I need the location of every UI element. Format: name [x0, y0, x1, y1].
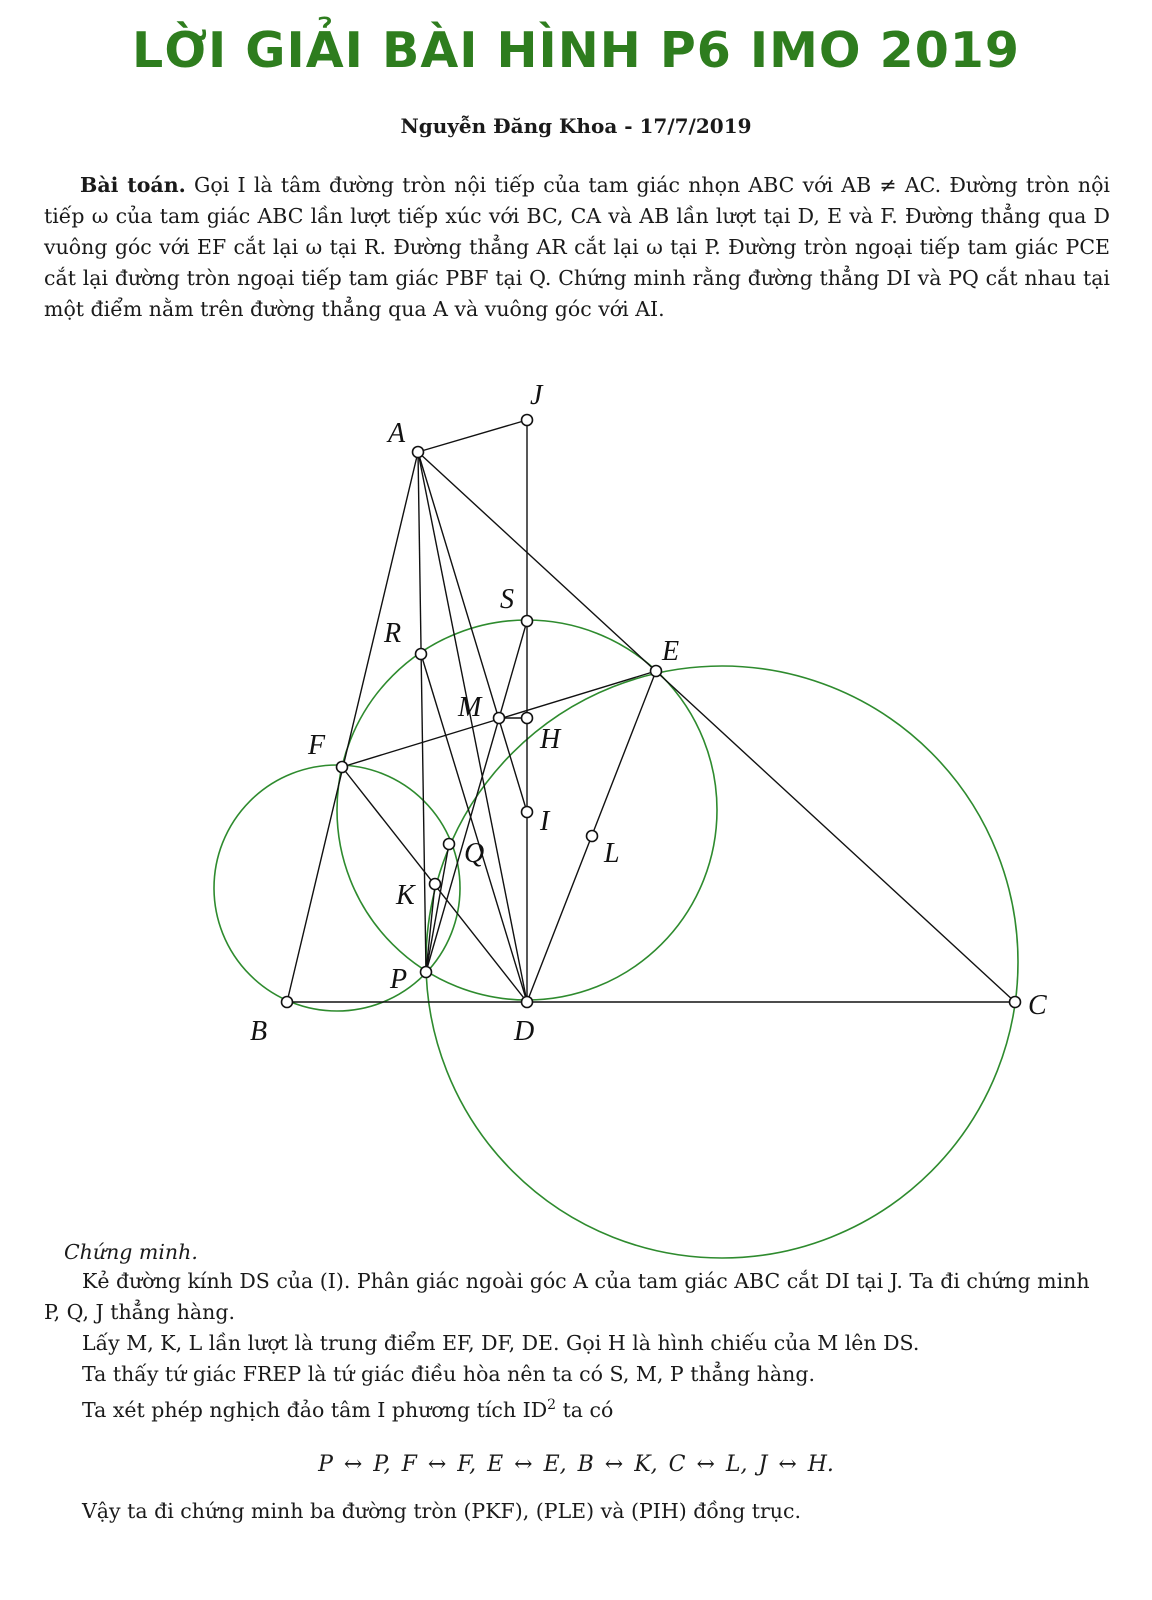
label-k: K — [396, 880, 415, 911]
segment-pq — [426, 844, 449, 972]
point-p — [421, 967, 432, 978]
label-a: A — [388, 418, 406, 449]
segment-ab — [287, 452, 418, 1002]
segment-sp — [426, 621, 527, 972]
label-s: S — [500, 584, 514, 615]
label-m: M — [458, 692, 482, 723]
label-r: R — [384, 618, 402, 649]
points — [282, 415, 1021, 1008]
point-a — [413, 447, 424, 458]
proof-heading: Chứng minh. — [64, 1240, 198, 1264]
label-p: P — [390, 964, 408, 995]
point-l — [587, 831, 598, 842]
point-f — [337, 762, 348, 773]
point-k — [430, 879, 441, 890]
point-c — [1010, 997, 1021, 1008]
inversion-equation: P ↔ P, F ↔ F, E ↔ E, B ↔ K, C ↔ L, J ↔ H. — [318, 1452, 834, 1477]
point-s — [522, 616, 533, 627]
proof-line-3: Ta thấy tứ giác FREP là tứ giác điều hòa nên ta có S, M, P thẳng hàng. — [82, 1362, 815, 1386]
label-q: Q — [464, 838, 485, 869]
point-q — [444, 839, 455, 850]
label-c: C — [1028, 990, 1047, 1021]
circles — [214, 620, 1018, 1258]
label-l: L — [604, 838, 620, 869]
label-i: I — [540, 806, 550, 837]
segments — [287, 420, 1015, 1002]
segment-ap — [418, 452, 426, 972]
label-f: F — [308, 730, 326, 761]
proof-line-2: Lấy M, K, L lần lượt là trung điểm EF, DF, DE. Gọi H là hình chiếu của M lên DS. — [82, 1331, 920, 1355]
label-b: B — [250, 1016, 268, 1047]
page-title: LỜI GIẢI BÀI HÌNH P6 IMO 2019 — [131, 22, 1020, 79]
point-h — [522, 713, 533, 724]
label-e: E — [662, 636, 680, 667]
geometry-figure — [0, 360, 1152, 1280]
point-d — [522, 997, 533, 1008]
label-j: J — [530, 380, 543, 411]
proof-line-4-sup: 2 — [547, 1397, 557, 1413]
problem-text: Gọi I là tâm đường tròn nội tiếp của tam giác nhọn ABC với AB ≠ AC. Đường tròn nội tiếp ω của tam giác ABC lần lượt tiếp xúc với BC, CA và AB lần lượt tại D, E và F. Đường thẳng qua D vuông góc với EF cắt lại ω tại R. Đường thẳng AR cắt lại ω tại P. Đường tròn ngoại tiếp tam giác PCE cắt lại đường tròn ngoại tiếp tam giác PBF tại Q. Chứng minh rằng đường thẳng DI và PQ cắt nhau tại một điểm nằm trên đường thẳng qua A và vuông góc với AI. — [44, 173, 1110, 321]
problem-statement — [44, 170, 1110, 325]
segment-aj — [418, 420, 527, 452]
segment-ai — [418, 452, 527, 812]
proof-line-1: Kẻ đường kính DS của (I). Phân giác ngoài góc A của tam giác ABC cắt DI tại J. Ta đi chứng minh P, Q, J thẳng hàng. — [44, 1269, 1090, 1324]
proof-line-4-pre: Ta xét phép nghịch đảo tâm I phương tích ID — [82, 1397, 548, 1422]
author-date: Nguyễn Đăng Khoa - 17/7/2019 — [400, 114, 752, 138]
proof-line-4-post: ta có — [556, 1397, 614, 1422]
point-m — [494, 713, 505, 724]
point-r — [416, 649, 427, 660]
point-i — [522, 807, 533, 818]
proof-conclusion: Vậy ta đi chứng minh ba đường tròn (PKF), (PLE) và (PIH) đồng trục. — [82, 1499, 802, 1523]
label-h: H — [540, 724, 561, 755]
problem-label: Bài toán. — [80, 173, 186, 197]
segment-ac — [418, 452, 1015, 1002]
point-labels — [250, 380, 1047, 1047]
point-e — [651, 666, 662, 677]
label-d: D — [514, 1016, 535, 1047]
point-j — [522, 415, 533, 426]
point-b — [282, 997, 293, 1008]
proof-line-4 — [44, 1390, 1110, 1426]
